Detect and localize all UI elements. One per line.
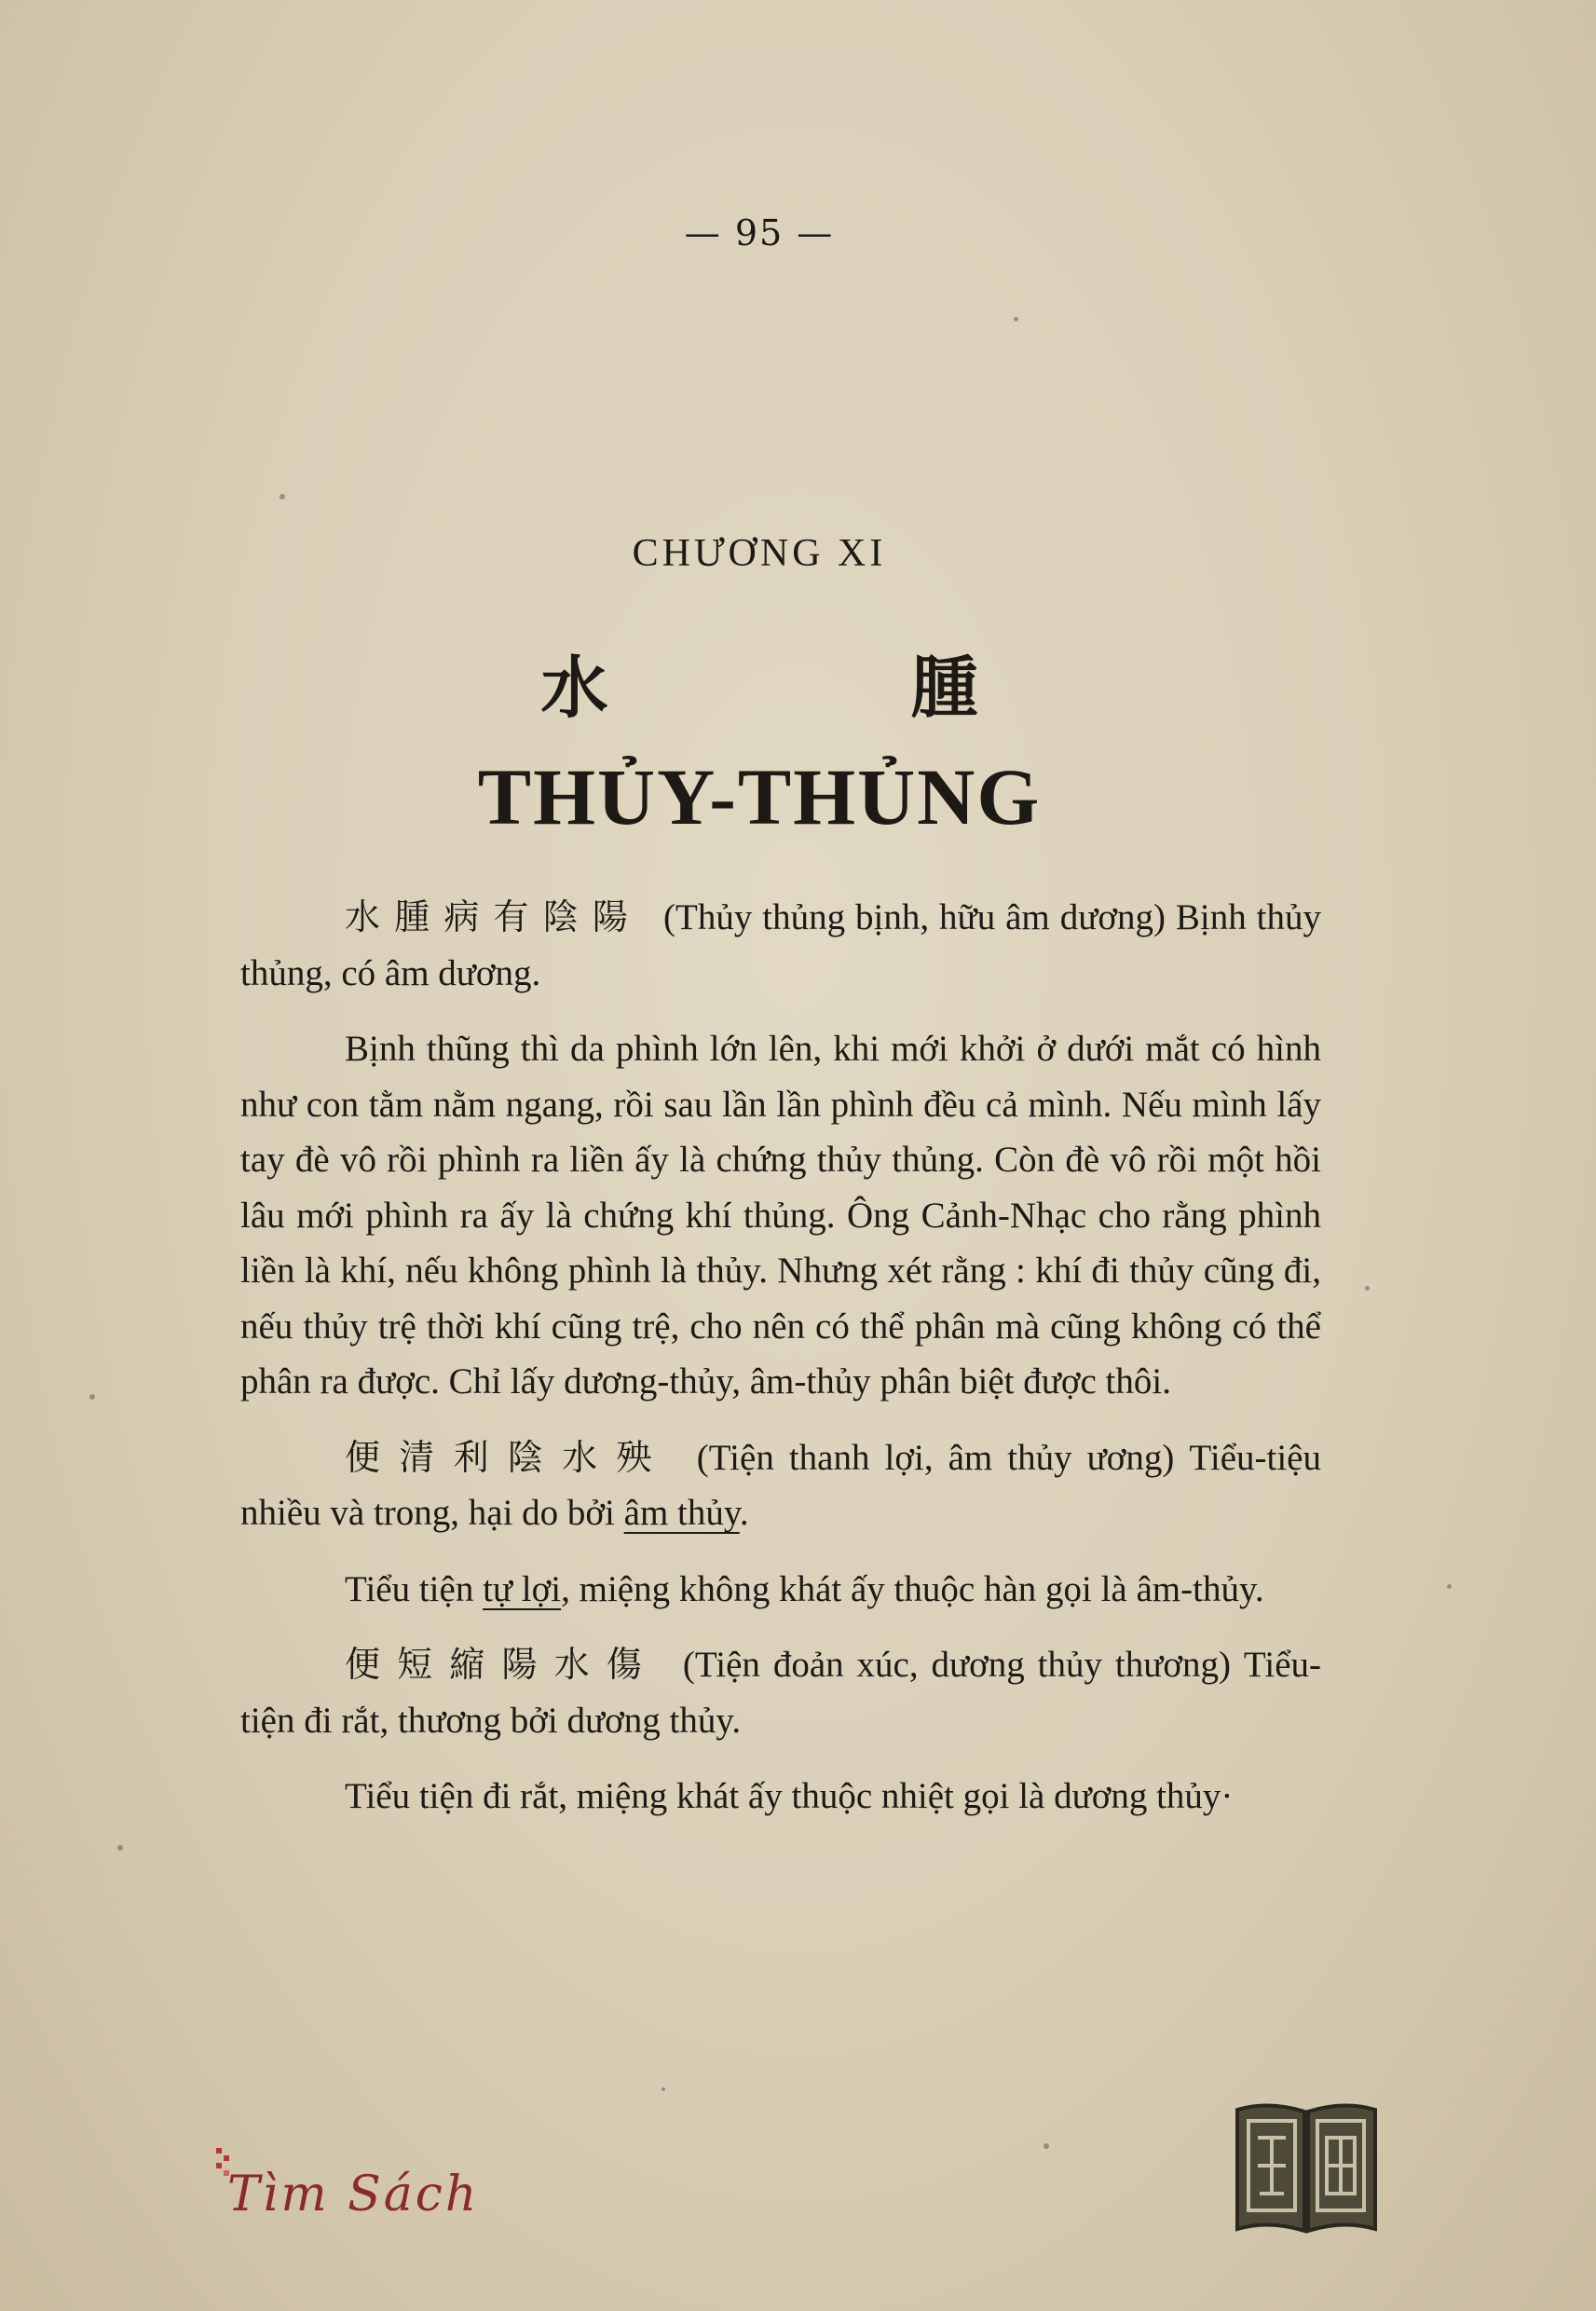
paragraph xyxy=(240,890,1321,1001)
paragraph-text: (Tiện đoản xúc, dương thủy thương) Tiểu-tiện đi rắt, thương bởi dương thủy. xyxy=(240,1645,1321,1741)
chinese-phrase: 便短縮陽水傷 xyxy=(345,1644,659,1685)
paragraph xyxy=(240,1637,1321,1748)
paragraph xyxy=(240,1769,1321,1825)
main-title: THỦY-THỦNG xyxy=(477,752,1042,841)
paragraph xyxy=(240,1021,1321,1410)
paper-speck xyxy=(662,2087,665,2091)
body-text xyxy=(240,890,1321,1845)
paper-speck xyxy=(1044,2143,1049,2149)
book-seal-logo-icon xyxy=(1232,2100,1381,2238)
paper-speck xyxy=(1014,317,1018,321)
paper-speck xyxy=(89,1394,95,1400)
paper-speck xyxy=(1365,1286,1370,1291)
paragraph-text: (Thủy thủng bịnh, hữu âm dương) Bịnh thủy thủng, có âm dương. xyxy=(240,897,1321,993)
chinese-phrase: 便清利陰水殃 xyxy=(345,1436,671,1478)
paragraph-text: , miệng không khát ấy thuộc hàn gọi là âm-thủy. xyxy=(561,1568,1264,1609)
paper-speck xyxy=(1447,1584,1452,1589)
paper-speck xyxy=(117,1845,123,1851)
paragraph-text: Tiểu tiện đi rắt, miệng khát ấy thuộc nhiệt gọi là dương thủy· xyxy=(345,1776,1234,1816)
chinese-phrase: 水腫病有陰陽 xyxy=(345,896,643,937)
paragraph xyxy=(240,1430,1321,1541)
timsach-watermark-logo xyxy=(216,2148,514,2232)
watermark-text: Tìm Sách xyxy=(227,2167,480,2222)
paragraph-text: (Tiện thanh lợi, âm thủy ương) Tiểu-tiệu nhiều và trong, hại do bởi xyxy=(240,1437,1321,1533)
underlined-term: tự lợi xyxy=(483,1568,562,1609)
page-number: — 95 — xyxy=(684,212,835,253)
paper-speck xyxy=(280,494,285,499)
chapter-label: CHƯƠNG XI xyxy=(632,532,887,575)
paragraph-text: . xyxy=(739,1493,749,1533)
chinese-title: 水 腫 xyxy=(540,648,1118,727)
paragraph-text: Tiểu tiện xyxy=(345,1568,484,1609)
paragraph-text: Bịnh thũng thì da phình lớn lên, khi mới khởi ở dưới mắt có hình như con tằm nằm ngang, rồi sau lần lần phình đều cả mình. Nếu mình lấy tay đè vô rồi phình ra liền ấy là chứng thủy thủng. Còn đè vô rồi một hồi lâu mới phình ra ấy là chứng khí thủng. Ông Cảnh-Nhạc cho rằng phình liền là khí, nếu không phình là thủy. Nhưng xét rằng : khí đi thủy cũng đi, nếu thủy trệ thời khí cũng trệ, cho nên có thể phân mà cũng không có thể phân ra được. Chỉ lấy dương-thủy, âm-thủy phân biệt được thôi. xyxy=(240,1029,1321,1402)
underlined-term: âm thủy xyxy=(623,1493,740,1533)
paragraph xyxy=(240,1562,1321,1618)
